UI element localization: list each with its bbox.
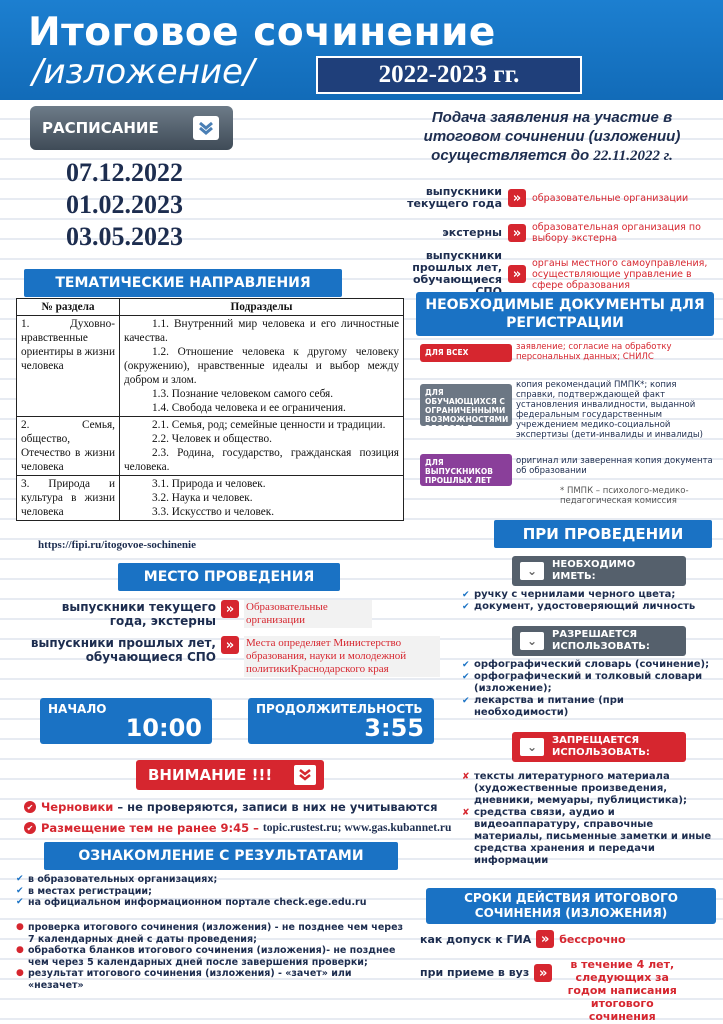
list-item: ● результат итогового сочинения (изложения) - «зачет» или «незачет» xyxy=(16,968,408,991)
chevron-right-icon: » xyxy=(221,600,239,618)
list-item: ✔ орфографический словарь (сочинение); xyxy=(462,659,720,671)
validity-heading: СРОКИ ДЕЙСТВИЯ ИТОГОВОГО СОЧИНЕНИЯ (ИЗЛОЖЕНИЯ) xyxy=(426,888,716,924)
validity-value: в течение 4 лет, следующих за годом написания итогового сочинения xyxy=(567,958,677,1023)
subsection: 1.3. Познание человеком самого себя. xyxy=(152,388,334,400)
venue: Места определяет Министерство образования, науки и молодежной политикиКраснодарского края xyxy=(244,636,440,677)
attention-links[interactable]: topic.rustest.ru; www.gas.kubannet.ru xyxy=(262,822,452,834)
application-place: образовательная организация по выбору экстерна xyxy=(532,222,701,244)
must-have-heading xyxy=(512,556,686,586)
attention-title: ВНИМАНИЕ !!! xyxy=(148,766,273,784)
validity-label: как допуск к ГИА xyxy=(420,932,532,946)
validity-row xyxy=(420,958,687,1023)
venue: Образовательные организации xyxy=(244,600,372,628)
doc-text: копия рекомендаций ПМПК*; копия справки, подтверждающей факт установления инвалидности, выданной федеральным государственным учреждением медико-социальной экспертизы (дети-инвалиды и инвалиды) xyxy=(516,380,703,440)
themes-heading: ТЕМАТИЧЕСКИЕ НАПРАВЛЕНИЯ xyxy=(24,269,342,297)
place-heading: МЕСТО ПРОВЕДЕНИЯ xyxy=(118,563,340,591)
table-row xyxy=(17,316,404,417)
list-item: ✔ документ, удостоверяющий личность xyxy=(462,601,720,613)
results-heading: ОЗНАКОМЛЕНИЕ С РЕЗУЛЬТАТАМИ xyxy=(44,842,398,870)
schedule-date: 07.12.2022 xyxy=(66,158,183,187)
start-label: НАЧАЛО xyxy=(48,702,107,716)
subsection: 1.4. Свобода человека и ее ограничения. xyxy=(152,402,346,414)
pmpk-footnote: * ПМПК – психолого-медико-педагогическая комиссия xyxy=(560,486,689,506)
documents-heading: НЕОБХОДИМЫЕ ДОКУМЕНТЫ ДЛЯ РЕГИСТРАЦИИ xyxy=(416,292,714,336)
validity-label: при приеме в вуз xyxy=(420,966,530,979)
subsection: 2.2. Человек и общество. xyxy=(152,433,272,445)
attention-key: Размещение тем не ранее 9:45 – xyxy=(41,821,259,835)
chevron-right-icon: » xyxy=(221,636,239,654)
schedule-date: 01.02.2023 xyxy=(66,190,183,219)
application-row xyxy=(390,222,720,244)
conduct-heading: ПРИ ПРОВЕДЕНИИ xyxy=(494,520,712,548)
category-title: НЕОБХОДИМО ИМЕТЬ: xyxy=(552,559,636,582)
list-item: ✔ на официальном информационном портале check.ege.edu.ru xyxy=(16,897,416,909)
subsections-cell xyxy=(120,476,404,521)
doc-text: заявление; согласие на обработку персональных данных; СНИЛС xyxy=(516,342,672,362)
subsection: 3.3. Искусство и человек. xyxy=(152,506,275,518)
subsection: 1.2. Отношение человека к другому человеку (окружению), нравственные идеалы и выбор между добром и злом. xyxy=(124,346,399,386)
list-item: ✘ средства связи, аудио и видеоаппаратуру, справочные материалы, письменные заметки и иные средства хранения и передачи информации xyxy=(462,807,720,867)
themes-table xyxy=(16,298,404,521)
chevron-right-icon: » xyxy=(508,224,526,242)
validity-row xyxy=(420,930,626,948)
subsection: 2.3. Родина, государство, гражданская позиция человека. xyxy=(124,447,399,473)
schedule-button[interactable] xyxy=(30,106,233,150)
subsections-cell xyxy=(120,316,404,417)
application-place: органы местного самоуправления, осуществляющие управление в сфере образования xyxy=(532,257,708,291)
section-cell: 1. Духовно-нравственные ориентиры в жизни человека xyxy=(17,316,120,417)
chevron-down-icon: ⌄ xyxy=(520,632,544,650)
page-title: Итоговое сочинение xyxy=(28,10,496,55)
chevron-right-icon: » xyxy=(534,964,552,982)
table-header-row xyxy=(17,299,404,316)
chevron-down-icon: ⌄ xyxy=(520,562,544,580)
application-info xyxy=(392,108,712,166)
chevron-right-icon: » xyxy=(536,930,554,948)
list-item: ✔ в образовательных организациях; xyxy=(16,874,416,886)
start-value: 10:00 xyxy=(125,714,202,742)
application-text: Подача заявления на участие в итоговом сочинении (изложении) осуществляется до xyxy=(423,109,681,164)
forbidden-list xyxy=(462,771,720,867)
schedule-label: РАСПИСАНИЕ xyxy=(42,119,159,137)
subsection: 2.1. Семья, род; семейные ценности и традиции. xyxy=(152,419,386,431)
application-row xyxy=(390,186,720,210)
application-place: образовательные организации xyxy=(532,192,689,204)
table-row xyxy=(17,417,404,476)
check-circle-icon: ✔ xyxy=(24,822,36,834)
forbidden-heading xyxy=(512,732,686,762)
doc-tag-all: ДЛЯ ВСЕХ xyxy=(420,344,512,362)
table-row xyxy=(17,476,404,521)
doc-tag-graduates: ДЛЯ ВЫПУСКНИКОВ ПРОШЛЫХ ЛЕТ xyxy=(420,454,512,486)
list-item: ✘ тексты литературного материала (художественные произведения, дневники, мемуары, публицистика); xyxy=(462,771,720,807)
subsections-cell xyxy=(120,417,404,476)
attention-line xyxy=(24,800,437,814)
category-title: ЗАПРЕЩАЕТСЯ ИСПОЛЬЗОВАТЬ: xyxy=(552,735,650,758)
list-item: ● обработка бланков итогового сочинения (изложения)- не позднее чем через 5 календарных дней после завершения проверки; xyxy=(16,945,408,968)
list-item: ✔ ручку с чернилами черного цвета; xyxy=(462,589,720,601)
results-notes-list xyxy=(16,922,408,991)
list-item: ✔ орфографический и толковый словари (изложение); xyxy=(462,671,720,695)
applicant-type: экстерны xyxy=(442,226,502,239)
chevron-right-icon: » xyxy=(508,189,526,207)
attention-text: – не проверяются, записи в них не учитываются xyxy=(117,800,438,814)
column-header: № раздела xyxy=(17,299,120,316)
place-row xyxy=(24,636,440,677)
page-subtitle: /изложение/ xyxy=(32,52,255,92)
section-cell: 3. Природа и культура в жизни человека xyxy=(17,476,120,521)
chevron-down-icon: ⌄ xyxy=(520,738,544,756)
doc-tag-disabled: ДЛЯ ОБУЧАЮЩИХСЯ С ОГРАНИЧЕННЫМИ ВОЗМОЖНОСТЯМИ ЗДОРОВЬЯ xyxy=(420,384,512,426)
duration-box xyxy=(248,698,434,744)
results-places-list xyxy=(16,874,416,909)
allowed-heading xyxy=(512,626,686,656)
list-item: ✔ в местах регистрации; xyxy=(16,886,416,898)
subsection: 3.2. Наука и человек. xyxy=(152,492,253,504)
duration-label: ПРОДОЛЖИТЕЛЬНОСТЬ xyxy=(256,702,423,716)
section-cell: 2. Семья, общество, Отечество в жизни человека xyxy=(17,417,120,476)
applicant-type: выпускники прошлых лет, обучающиеся xyxy=(412,249,502,286)
list-item: ● проверка итогового сочинения (изложения) - не позднее чем через 7 календарных дней с даты проведения; xyxy=(16,922,408,945)
chevron-right-icon: » xyxy=(508,265,526,283)
check-circle-icon: ✔ xyxy=(24,801,36,813)
duration-value: 3:55 xyxy=(364,714,424,742)
doc-text: оригинал или заверенная копия документа об образовании xyxy=(516,456,713,476)
place-row xyxy=(24,600,372,628)
participant-type: выпускники текущего года, экстерны xyxy=(61,600,216,628)
column-header: Подразделы xyxy=(120,299,404,316)
validity-value: бессрочно xyxy=(559,932,626,946)
subsection: 3.1. Природа и человек. xyxy=(152,478,266,490)
attention-line xyxy=(24,821,451,835)
years-badge: 2022-2023 гг. xyxy=(316,56,582,94)
start-time-box xyxy=(40,698,212,744)
attention-key: Черновики xyxy=(41,800,114,814)
participant-type: выпускники прошлых лет, обучающиеся СПО xyxy=(30,636,216,664)
allowed-list xyxy=(462,659,720,719)
must-have-list xyxy=(462,589,720,613)
list-item: ✔ лекарства и питание (при необходимости) xyxy=(462,695,720,719)
fipi-link[interactable]: https://fipi.ru/itogovoe-sochinenie xyxy=(38,539,196,551)
application-deadline: 22.11.2022 г. xyxy=(593,148,673,164)
chevron-down-icon xyxy=(294,765,316,785)
schedule-date: 03.05.2023 xyxy=(66,222,183,251)
application-row xyxy=(390,250,720,298)
category-title: РАЗРЕШАЕТСЯ ИСПОЛЬЗОВАТЬ: xyxy=(552,629,650,652)
applicant-type: выпускники текущего года xyxy=(407,185,502,210)
chevron-down-icon xyxy=(193,116,219,140)
subsection: 1.1. Внутренний мир человека и его личностные качества. xyxy=(124,318,399,344)
attention-banner xyxy=(136,760,324,790)
